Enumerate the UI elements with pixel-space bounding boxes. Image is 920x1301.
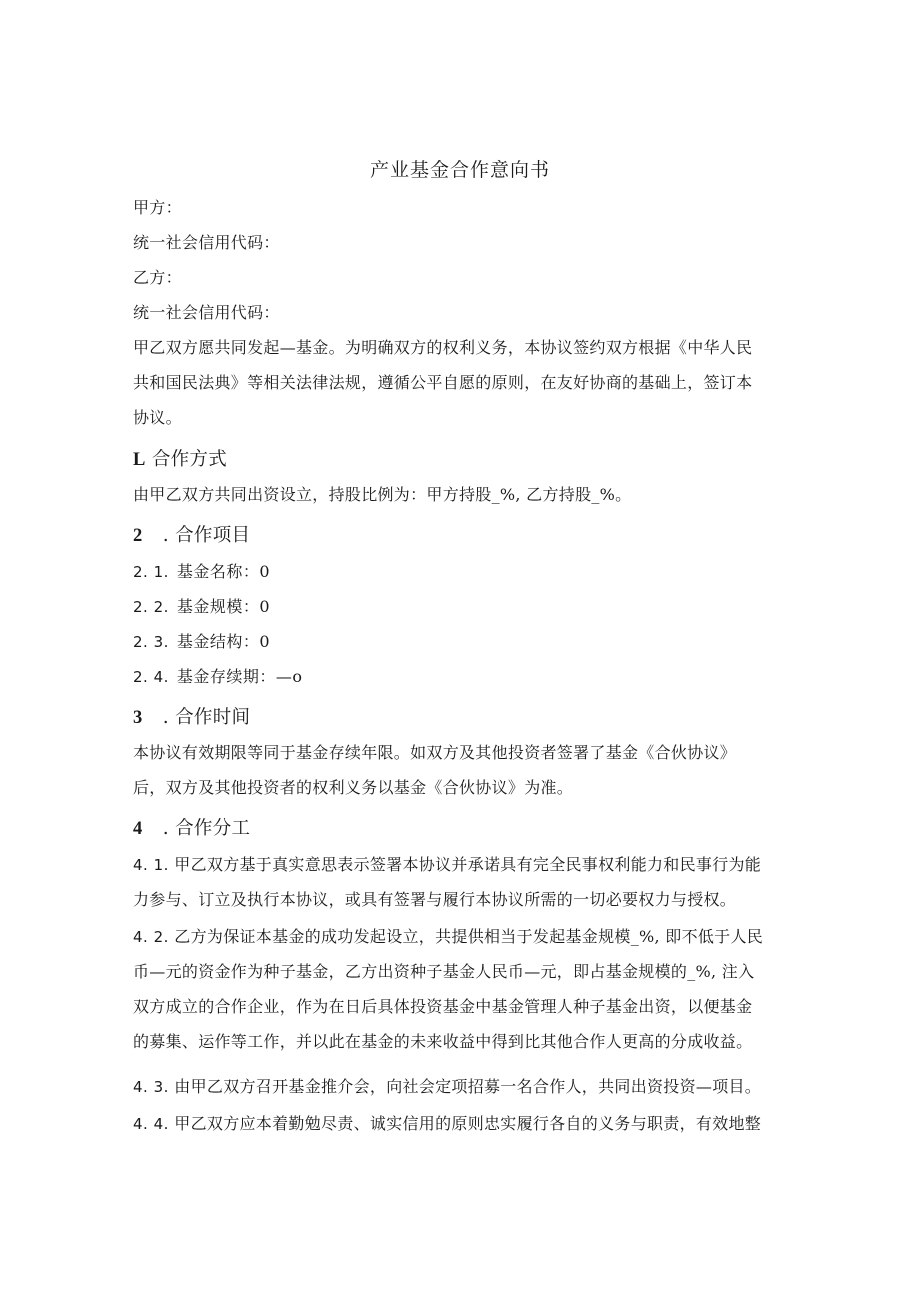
document-title: 产业基金合作意向书 [369, 159, 550, 181]
item-number: 2. 2. [133, 598, 169, 616]
paragraph-4-3-line [133, 1077, 761, 1097]
party-a-credit-code: 统一社会信用代码： [133, 233, 280, 252]
section-number: 3 [133, 708, 143, 728]
clause-number: 4. 4. [133, 1115, 169, 1133]
section-3-body-line: 本协议有效期限等同于基金存续年限。如双方及其他投资者签署了基金《合伙协议》 [133, 743, 737, 762]
clause-number: 4. 3. [133, 1078, 169, 1096]
paragraph-4-1-line: 力参与、订立及执行本协议，或具有签署与履行本协议所需的一切必要权力与授权。 [133, 890, 737, 909]
section-3-heading [133, 708, 254, 728]
section-4-heading [133, 819, 254, 839]
item-text: 基金存续期：—o [176, 667, 303, 686]
clause-number: 4. 2. [133, 928, 169, 946]
section-2-heading [133, 526, 254, 546]
section-title: . 合作时间 [162, 707, 251, 728]
section-number: 2 [133, 526, 143, 546]
paragraph-4-4-line [133, 1114, 761, 1134]
paragraph-4-2-line: 双方成立的合作企业，作为在日后具体投资基金中基金管理人种子基金出资，以便基金 [133, 997, 753, 1016]
party-a-label: 甲方： [133, 198, 182, 217]
section-2-item [133, 632, 270, 652]
section-title: 合作方式 [151, 449, 228, 470]
section-number: 4 [133, 819, 143, 839]
section-2-item [133, 667, 303, 687]
intro-line: 共和国民法典》等相关法律法规，遵循公平自愿的原则，在友好协商的基础上，签订本 [133, 373, 753, 392]
section-title: . 合作分工 [162, 818, 251, 839]
clause-text: 乙方为保证本基金的成功发起设立，共提供相当于发起基金规模_%, 即不低于人民 [174, 927, 764, 946]
section-1-body: 由甲乙双方共同出资设立，持股比例为：甲方持股_%, 乙方持股_%。 [133, 485, 632, 504]
item-text: 基金名称：0 [176, 562, 271, 581]
intro-line: 甲乙双方愿共同发起—基金。为明确双方的权利义务，本协议签约双方根据《中华人民 [133, 338, 753, 357]
paragraph-4-2-line [133, 927, 763, 947]
item-number: 2. 4. [133, 668, 169, 686]
clause-text: 由甲乙双方召开基金推介会，向社会定项招募一名合作人，共同出资投资—项目。 [174, 1077, 762, 1096]
paragraph-4-2-line: 币—元的资金作为种子基金，乙方出资种子基金人民币—元，即占基金规模的_%, 注入 [133, 962, 755, 981]
item-number: 2. 1. [133, 563, 169, 581]
clause-text: 甲乙双方应本着勤勉尽责、诚实信用的原则忠实履行各自的义务与职责，有效地整 [174, 1114, 762, 1133]
paragraph-4-1-line [133, 855, 761, 875]
clause-text: 甲乙双方基于真实意思表示签署本协议并承诺具有完全民事权利能力和民事行为能 [174, 855, 762, 874]
section-title: . 合作项目 [162, 525, 251, 546]
section-number: L [133, 450, 146, 470]
section-2-item [133, 597, 270, 617]
item-number: 2. 3. [133, 633, 169, 651]
section-1-heading [133, 450, 227, 470]
party-b-credit-code: 统一社会信用代码： [133, 303, 280, 322]
section-3-body-line: 后，双方及其他投资者的权利义务以基金《合伙协议》为准。 [133, 778, 574, 797]
paragraph-4-2-line: 的募集、运作等工作，并以此在基金的未来收益中得到比其他合作人更高的分成收益。 [133, 1032, 753, 1051]
intro-line: 协议。 [133, 408, 182, 427]
clause-number: 4. 1. [133, 856, 169, 874]
item-text: 基金结构：0 [176, 632, 271, 651]
item-text: 基金规模：0 [176, 597, 271, 616]
party-b-label: 乙方： [133, 268, 182, 287]
section-2-item [133, 562, 270, 582]
